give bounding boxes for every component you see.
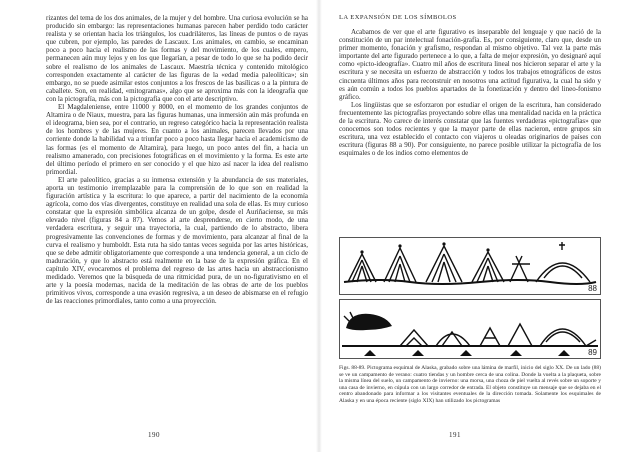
left-page-number: 190 (148, 431, 160, 439)
pictogram-89-drawing (340, 300, 600, 358)
left-text-column (46, 14, 308, 305)
figure-88-number: 88 (588, 284, 597, 293)
figure-88-summer-camp-pictogram (339, 237, 601, 295)
pictogram-88-drawing (340, 238, 600, 294)
figure-89-winter-camp-pictogram (339, 299, 601, 359)
section-heading: LA EXPANSIÓN DE LOS SÍMBOLOS (339, 14, 457, 21)
right-paragraph-2: Los lingüistas que se esforzaron por estudiar el origen de la escritura, han considerado frecuentemente las pictografías proyectando sobre ellas una mentalidad nacida en la práctica de la escritura. No carece de interés constatar que las fuentes verdaderas «pictografías» que conocemos son todos recientes y que la mayor parte de ellas nacieron, entre grupos sin escritura, una vez establecido el contacto con viajeros u oleadas originarios de países con escritura (figuras 88 a 90). Por consiguiente, no parece posible utilizar la pictografía de los esquimales o de los indios como elementos de (339, 100, 601, 158)
figure-block (339, 237, 609, 405)
right-text-column (339, 14, 601, 158)
right-page (319, 0, 638, 452)
right-page-number: 191 (449, 431, 461, 439)
left-paragraph-3: El arte paleolítico, gracias a su inmensa extensión y la abundancia de sus materiales, aporta un testimonio irremplazable para la comprensión de lo que son en realidad la figuración artística y la escritura: lo que aparece, a partir del nacimiento de la economía agrícola, como dos vías divergentes, constituye en realidad una sola de ellas. Es muy curioso constatar que la expresión simbólica alcanza de un golpe, desde el Auriñaciense, su más elevado nivel (figuras 84 a 87). Vemos al arte desprenderse, en cierto modo, de una verdadera escritura, y seguir una trayectoria, la cual, partiendo de lo abstracto, libera progresivamente las convenciones de formas y de movimiento, para alcanzar al final de la curva el realismo y humboldt. Esta ruta ha sido tantas veces seguida por las artes históricas, que se debe admitir obligatoriamente que corresponde a una tendencia general, a un ciclo de maduración, y que lo abstracto está realmente en la base de la expresión gráfica. En el capítulo XIV, evocaremos el problema del regreso de las artes hacia un abstraccionismo medidado. Veremos que la búsqueda de una ritmicidad pura, de un no-figurativismo en el arte y la poesía modernas, nacida de la meditación de las obras de arte de los pueblos primitivos vivos, corresponde a una evasión regresiva, a un deseo de abismarse en el refugio de las reacciones primordiales, tanto como a una proyección. (46, 175, 308, 306)
left-paragraph-1: rizantes del tema de los dos animales, de la mujer y del hombre. Una curiosa evolución se ha producido sin embargo: las representaciones humanas parecen haber perdido todo carácter realista y se orientan hacia los triángulos, los cuadriláteros, las líneas de puntos o de rayas que cubren, por ejemplo, las paredes de Lascaux. Los animales, en cambio, se encaminan poco a poco hacia el realismo de las formas y del movimiento, de los cuales, empero, permanecen aún muy lejos y en los que llegarían, a pesar de todo lo que se ha podido decir sobre el realismo de los animales de Lascaux. Maestría técnica y contenido mitológico corresponden exactamente al carácter de las figuras de la «edad media paleolítica»; sin embargo, no se puede asimilar estos conjuntos a los frescos de las basílicas o a la pintura de caballete. Son, en realidad, «mitogramas», algo que se aproxima más con la ideografía que con la pictografía, más con la pictografía que con el arte descriptivo. (46, 14, 308, 103)
left-paragraph-2: El Magdaleniense, entre 11000 y 8000, en el momento de los grandes conjuntos de Altamira o de Niaux, muestra, para las figuras humanas, una inmersión aún más profunda en el ideograma, bien sea, por el contrario, un regreso categórico hacia la representación realista de los hombres y de las mujeres. En cuanto a los animales, parecen llevados por una corriente donde la habilidad va a triunfar poco a poco hasta llegar hacia el academicismo de las formas (es el momento de Altamira), para luego, un poco antes del fin, a hacia un realismo amanerado, con precisiones fotográficas en el movimiento y la forma. Es este arte del último período el primero en ser conocido y el que hizo así nacer la idea del realismo primordial. (46, 103, 308, 176)
right-paragraph-1: Acabamos de ver que el arte figurativo es inseparable del lenguaje y que nació de la constitución de un par intelectual fonación-grafía. Es, por consiguiente, claro que, desde un primer momento, fonación y grafismo, respondan al mismo objetivo. Tal vez la parte más importante del arte figurado pertenece a lo que, a falta de mejor expresión, yo designaré aquí como «picto-ideografía». Cuatro mil años de escritura lineal nos hicieron separar el arte y la escritura y se necesita un esfuerzo de abstracción y todos los trabajos etnográficos de estos cincuenta últimos años para reconstruir en nosotros una actitud figurativa, la cual ha sido y es aún común a todos los pueblos apartados de la fonetización y dentro del lineo-fonismo gráfico. (339, 28, 601, 101)
figure-caption: Figs. 88-89. Pictograma esquimal de Alaska, grabado sobre una lámina de marfil, inicio del siglo XX. De un lado (88) se ve un campamento de verano: cuatro tiendas y un hombre cerca de una colina. Donde la vuelta a la plaqueta, sobre la misma línea del suelo, un campamento de invierno: una morsa, una choza de piel vuelta al revés sobre un soporte y una casa de invierno, en cúpula con un largo corredor de entrada. El objeto constituye un mensaje que se dejaba en el centro abandonado para informar a los visitantes eventuales de la dirección tomada. Solamente los esquimales de Alaska y en una época reciente (siglo XIX) han utilizado los pictogramas (339, 365, 601, 404)
figure-89-number: 89 (588, 348, 597, 357)
